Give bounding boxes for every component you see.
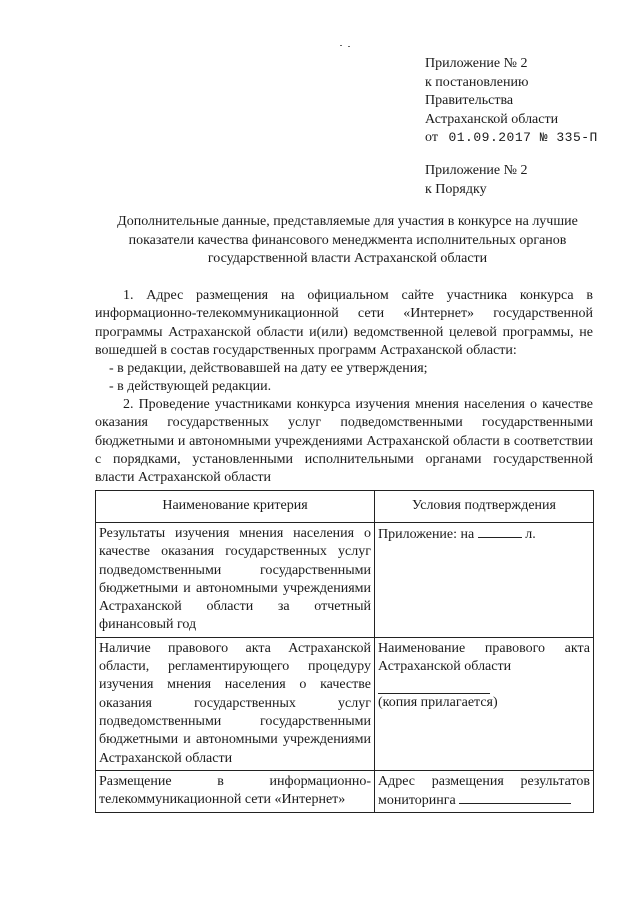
to-resolution: к постановлению (425, 74, 529, 90)
table-header-row (96, 491, 594, 523)
condition-cell (375, 770, 594, 813)
table-row (96, 637, 594, 770)
scan-speck (340, 45, 342, 46)
government: Правительства (425, 93, 514, 108)
condition-note: (копия прилагается) (378, 695, 498, 711)
dash-item-2: - в действующей редакции. (109, 379, 272, 394)
order-header (425, 162, 528, 199)
column-header-criterion: Наименование критерия (96, 491, 375, 523)
condition-text: Адрес размещения результатов мониторинга (378, 773, 590, 809)
table-row (96, 523, 594, 638)
criteria-table (95, 490, 594, 813)
date-prefix: от (425, 130, 438, 145)
criterion-cell: Размещение в информационно-телекоммуникационной сети «Интернет» (96, 770, 375, 813)
appendix-header (425, 55, 598, 148)
appendix-number: Приложение № 2 (425, 56, 528, 71)
act-name-blank (378, 676, 490, 694)
condition-cell (375, 523, 594, 638)
paragraph-2: 2. Проведение участниками конкурса изучения мнения населения о качестве оказания государственных услуг подведомственными государственными бюджетными и автономными учреждениями Астраханской области в соответствии с порядками, установленными исполнительными органами государственной власти Астраханской области (95, 397, 593, 486)
region: Астраханской области (425, 111, 559, 127)
resolution-date-line (425, 129, 598, 148)
address-blank (459, 791, 571, 804)
condition-prefix: Приложение: на (378, 527, 475, 542)
condition-cell (375, 637, 594, 770)
scan-speck (348, 46, 350, 47)
to-order: к Порядку (425, 181, 487, 197)
paragraph-1: 1. Адрес размещения на официальном сайте участника конкурса в информационно-телекоммуникационной сети «Интернет» государственной программы Астраханской области и(или) ведомственной целевой программы, не вошедшей в состав государственных программ Астраханской области: (95, 288, 593, 358)
document-title: Дополнительные данные, представляемые для участия в конкурсе на лучшие показатели качества финансового менеджмента исполнительных органов государственной власти Астраханской области (117, 214, 578, 266)
criterion-cell: Наличие правового акта Астраханской области, регламентирующего процедуру изучения мнения населения о качестве оказания государственных услуг подведомственными государственными бюджетными и автономными учреждениями Астраханской области (96, 637, 375, 770)
appendix-number-2: Приложение № 2 (425, 163, 528, 178)
pages-blank (478, 525, 522, 538)
dash-item-1: - в редакции, действовавшей на дату ее утверждения; (109, 361, 428, 376)
column-header-conditions: Условия подтверждения (375, 491, 594, 523)
table-row (96, 770, 594, 813)
criterion-cell: Результаты изучения мнения населения о качестве оказания государственных услуг подведомственными государственными бюджетными и автономными учреждениями Астраханской области за отчетный финансовый год (96, 523, 375, 638)
condition-text: Наименование правового акта Астраханской области (378, 640, 590, 675)
condition-suffix: л. (525, 527, 536, 542)
resolution-date: 01.09.2017 № 335-П (448, 130, 598, 145)
